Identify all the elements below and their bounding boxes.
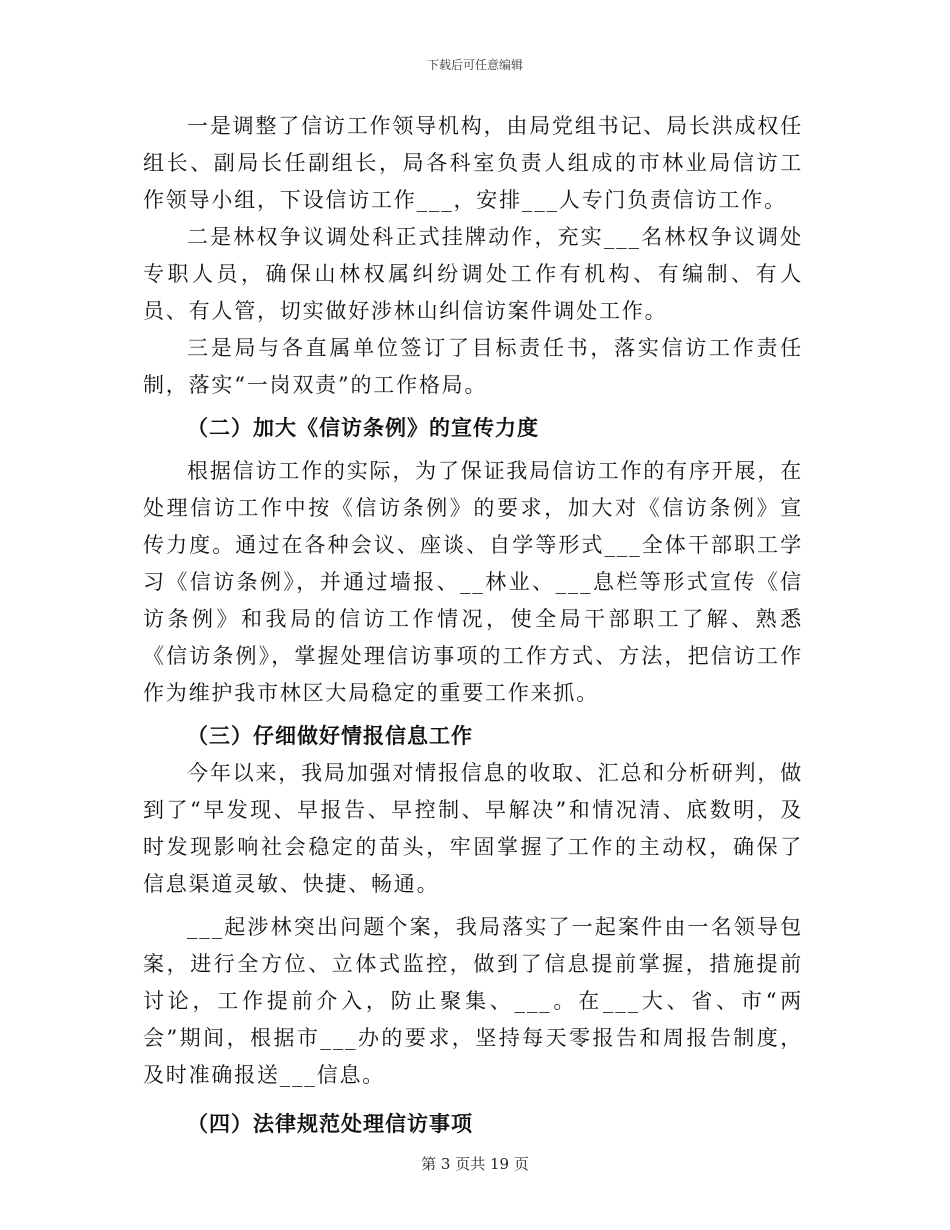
section-heading-2: （二）加大《信访条例》的宣传力度 xyxy=(187,416,539,440)
paragraph-4: 根据信访工作的实际，为了保证我局信访工作的有序开展，在处理信访工作中按《信访条例》的要求，加大对《信访条例》宣传力度。通过在各种会议、座谈、自学等形式___全体干部职工学习《信访条例》，并通过墙报、__林业、___息栏等形式宣传《信访条例》和我局的信访工作情况，使全局干部职工了解、熟悉《信访条例》，掌握处理信访事项的工作方式、方法，把信访工作作为维护我市林区大局稳定的重要工作来抓。 xyxy=(143,459,803,705)
paragraph-2: 二是林权争议调处科正式挂牌动作，充实___名林权争议调处专职人员，确保山林权属纠纷调处工作有机构、有编制、有人员、有人管，切实做好涉林山纠信访案件调处工作。 xyxy=(143,225,803,323)
page-header: 下载后可任意编辑 xyxy=(426,58,523,72)
page-footer: 第 3 页共 19 页 xyxy=(421,1155,529,1173)
document-body xyxy=(143,108,803,1143)
paragraph-1: 一是调整了信访工作领导机构，由局党组书记、局长洪成权任组长、副局长任副组长，局各科室负责人组成的市林业局信访工作领导小组，下设信访工作___，安排___人专门负责信访工作。 xyxy=(143,114,803,212)
section-heading-4: （四）法律规范处理信访事项 xyxy=(187,1112,473,1136)
paragraph-6: ___起涉林突出问题个案，我局落实了一起案件由一名领导包案，进行全方位、立体式监控，做到了信息提前掌握，措施提前讨论，工作提前介入，防止聚集、___。在___大、省、市“两会”期间，根据市___办的要求，坚持每天零报告和周报告制度，及时准确报送___信息。 xyxy=(143,915,803,1087)
section-heading-3: （三）仔细做好情报信息工作 xyxy=(187,724,473,748)
paragraph-5: 今年以来，我局加强对情报信息的收取、汇总和分析研判，做到了“早发现、早报告、早控制、早解决”和情况清、底数明，及时发现影响社会稳定的苗头，牢固掌握了工作的主动权，确保了信息渠道灵敏、快捷、畅通。 xyxy=(143,761,803,896)
paragraph-3: 三是局与各直属单位签订了目标责任书，落实信访工作责任制，落实“一岗双责”的工作格局。 xyxy=(143,336,803,397)
